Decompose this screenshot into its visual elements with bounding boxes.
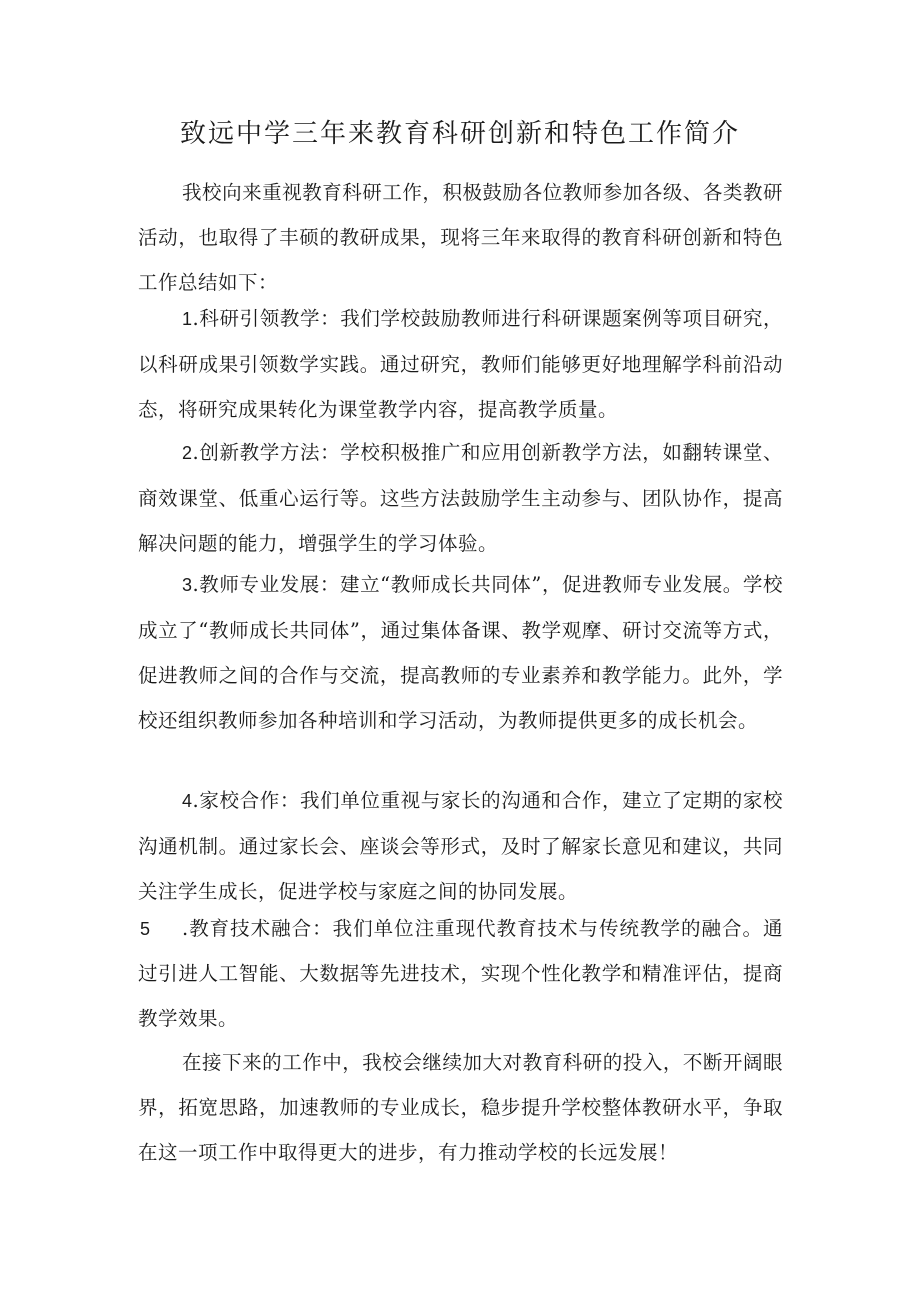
item-1-number: 1 bbox=[182, 309, 193, 329]
item-1-text: .科研引领教学：我们学校鼓励教师进行科研课题案例等项目研究，以科研成果引领数学实践。通过研究，教师们能够更好地理解学科前沿动态，将研究成果转化为课堂教学内容，提高教学质量。 bbox=[138, 307, 783, 421]
item-2-paragraph bbox=[138, 430, 783, 566]
item-3-text: .教师专业发展：建立“教师成长共同体”，促进教师专业发展。学校成立了“教师成长共同体”，通过集体备课、教学观摩、研讨交流等方式，促进教师之间的合作与交流，提高教师的专业素养和教学能力。此外，学校还组织教师参加各种培训和学习活动，为教师提供更多的成长机会。 bbox=[138, 573, 783, 732]
item-5-number: 5 bbox=[140, 919, 151, 939]
item-5-paragraph: .教育技术融合：我们单位注重现代教育技术与传统教学的融合。通过引进人工智能、大数据等先进技术，实现个性化教学和精准评估，提商教学效果。 bbox=[138, 917, 783, 1030]
item-4-paragraph bbox=[138, 778, 783, 914]
item-3-number: 3 bbox=[182, 575, 193, 595]
item-1-paragraph bbox=[138, 296, 783, 432]
item-3-paragraph bbox=[138, 562, 783, 743]
item-4-text: .家校合作：我们单位重视与家长的沟通和合作，建立了定期的家校沟通机制。通过家长会、座谈会等形式，及时了解家长意见和建议，共同关注学生成长，促进学校与家庭之间的协同发展。 bbox=[138, 789, 783, 903]
item-2-number: 2 bbox=[182, 443, 193, 463]
document-title: 致远中学三年来教育科研创新和特色工作简介 bbox=[179, 119, 740, 149]
intro-paragraph: 我校向来重视教育科研工作，积极鼓励各位教师参加各级、各类教研活动，也取得了丰硕的教研成果，现将三年来取得的教育科研创新和特色工作总结如下： bbox=[138, 181, 783, 294]
closing-paragraph: 在接下来的工作中，我校会继续加大对教育科研的投入，不断开阔眼界，拓宽思路，加速教师的专业成长，稳步提升学校整体教研水平，争取在这一项工作中取得更大的进步，有力推动学校的长远发展！ bbox=[138, 1051, 783, 1164]
item-2-text: .创新教学方法：学校积极推广和应用创新教学方法，如翻转课堂、商效课堂、低重心运行等。这些方法鼓励学生主动参与、团队协作，提高解决问题的能力，增强学生的学习体验。 bbox=[138, 441, 783, 555]
item-4-number: 4 bbox=[182, 791, 193, 811]
